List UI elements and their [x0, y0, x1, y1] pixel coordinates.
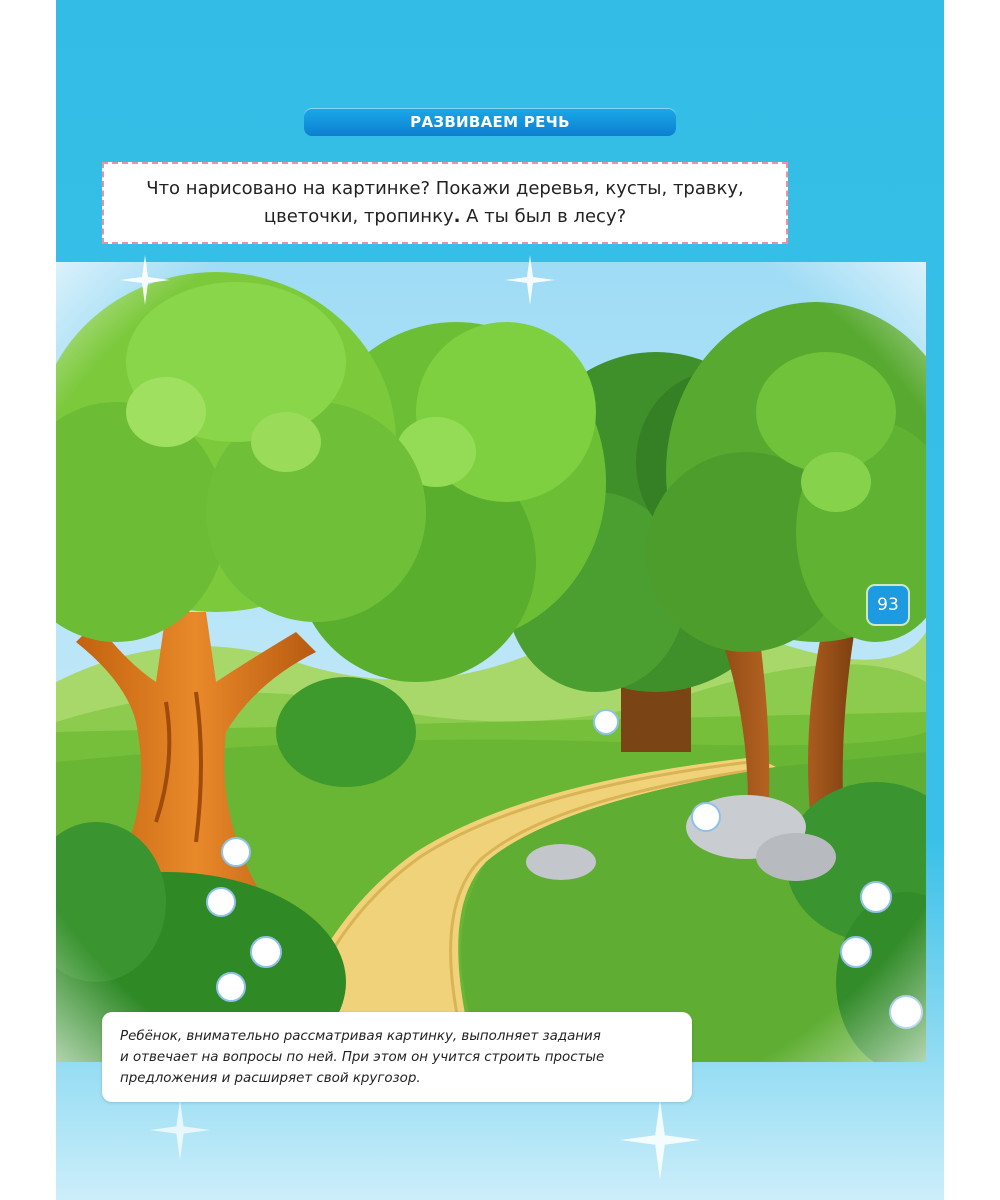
- section-title: РАЗВИВАЕМ РЕЧЬ: [304, 108, 676, 136]
- question-line-2: [104, 203, 786, 231]
- question-line-2-start: цветочки, тропинку: [263, 206, 454, 227]
- page-number-badge: 93: [868, 586, 908, 624]
- question-box: [102, 162, 788, 244]
- note-line-3: предложения и расширяет свой кругозор.: [120, 1071, 421, 1086]
- question-line-1: Что нарисовано на картинке? Покажи деревья, кусты, травку,: [146, 178, 744, 199]
- sparkle-icon: [120, 255, 170, 305]
- sparkle-icon: [620, 1100, 700, 1180]
- question-line-2-end: А ты был в лесу?: [460, 206, 627, 227]
- parent-note: [102, 1012, 692, 1102]
- sparkle-icon: [150, 1100, 210, 1160]
- note-line-2: и отвечает на вопросы по ней. При этом он учится строить простые: [120, 1050, 605, 1065]
- sparkle-icon: [505, 255, 555, 305]
- forest-illustration: [56, 262, 926, 1062]
- question-dot: .: [453, 206, 461, 227]
- forest-scene-svg: [56, 262, 926, 1062]
- note-line-1: Ребёнок, внимательно рассматривая картинку, выполняет задания: [120, 1029, 601, 1044]
